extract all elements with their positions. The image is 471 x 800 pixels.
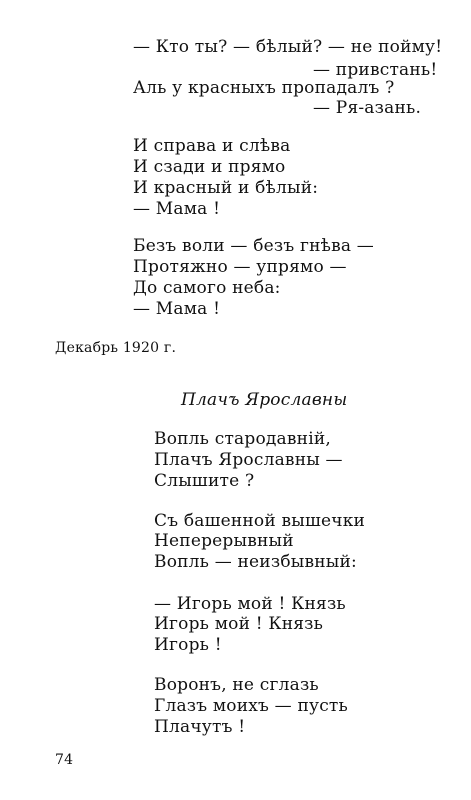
verse-line: И красный и бѣлый: [133,178,319,198]
verse-line: — Мама ! [133,199,221,219]
verse-line: Глазъ моихъ — пусть [154,696,348,716]
verse-line: Слышите ? [154,471,255,491]
verse-line: — Кто ты? — бѣлый? — не пойму! [133,37,443,57]
verse-line: Игорь мой ! Князь [154,614,324,634]
verse-line: Плачутъ ! [154,717,246,737]
verse-line: Вопль — неизбывный: [154,552,357,572]
poem-title: Плачъ Ярославны [181,390,348,410]
verse-line: Вопль стародавній, [154,429,331,449]
verse-line: Воронъ, не сглазь [154,675,319,695]
verse-line: До самого неба: [133,278,281,298]
poem-date: Декабрь 1920 г. [55,340,177,356]
verse-line: Безъ воли — безъ гнѣва — [133,236,374,256]
verse-line: Плачъ Ярославны — [154,450,343,470]
verse-line: Протяжно — упрямо — [133,257,347,277]
verse-line: И справа и слѣва [133,136,291,156]
verse-line: — Ря-азань. [313,98,422,118]
verse-line: Аль у красныхъ пропадалъ ? [133,78,395,98]
page-number: 74 [55,752,74,768]
verse-line: Игорь ! [154,635,222,655]
verse-line: — Мама ! [133,299,221,319]
verse-line: Съ башенной вышечки [154,511,366,531]
verse-line: — Игорь мой ! Князь [154,594,346,614]
verse-line: И сзади и прямо [133,157,286,177]
verse-line: — привстань! [313,60,438,80]
verse-line: Неперерывный [154,531,294,551]
